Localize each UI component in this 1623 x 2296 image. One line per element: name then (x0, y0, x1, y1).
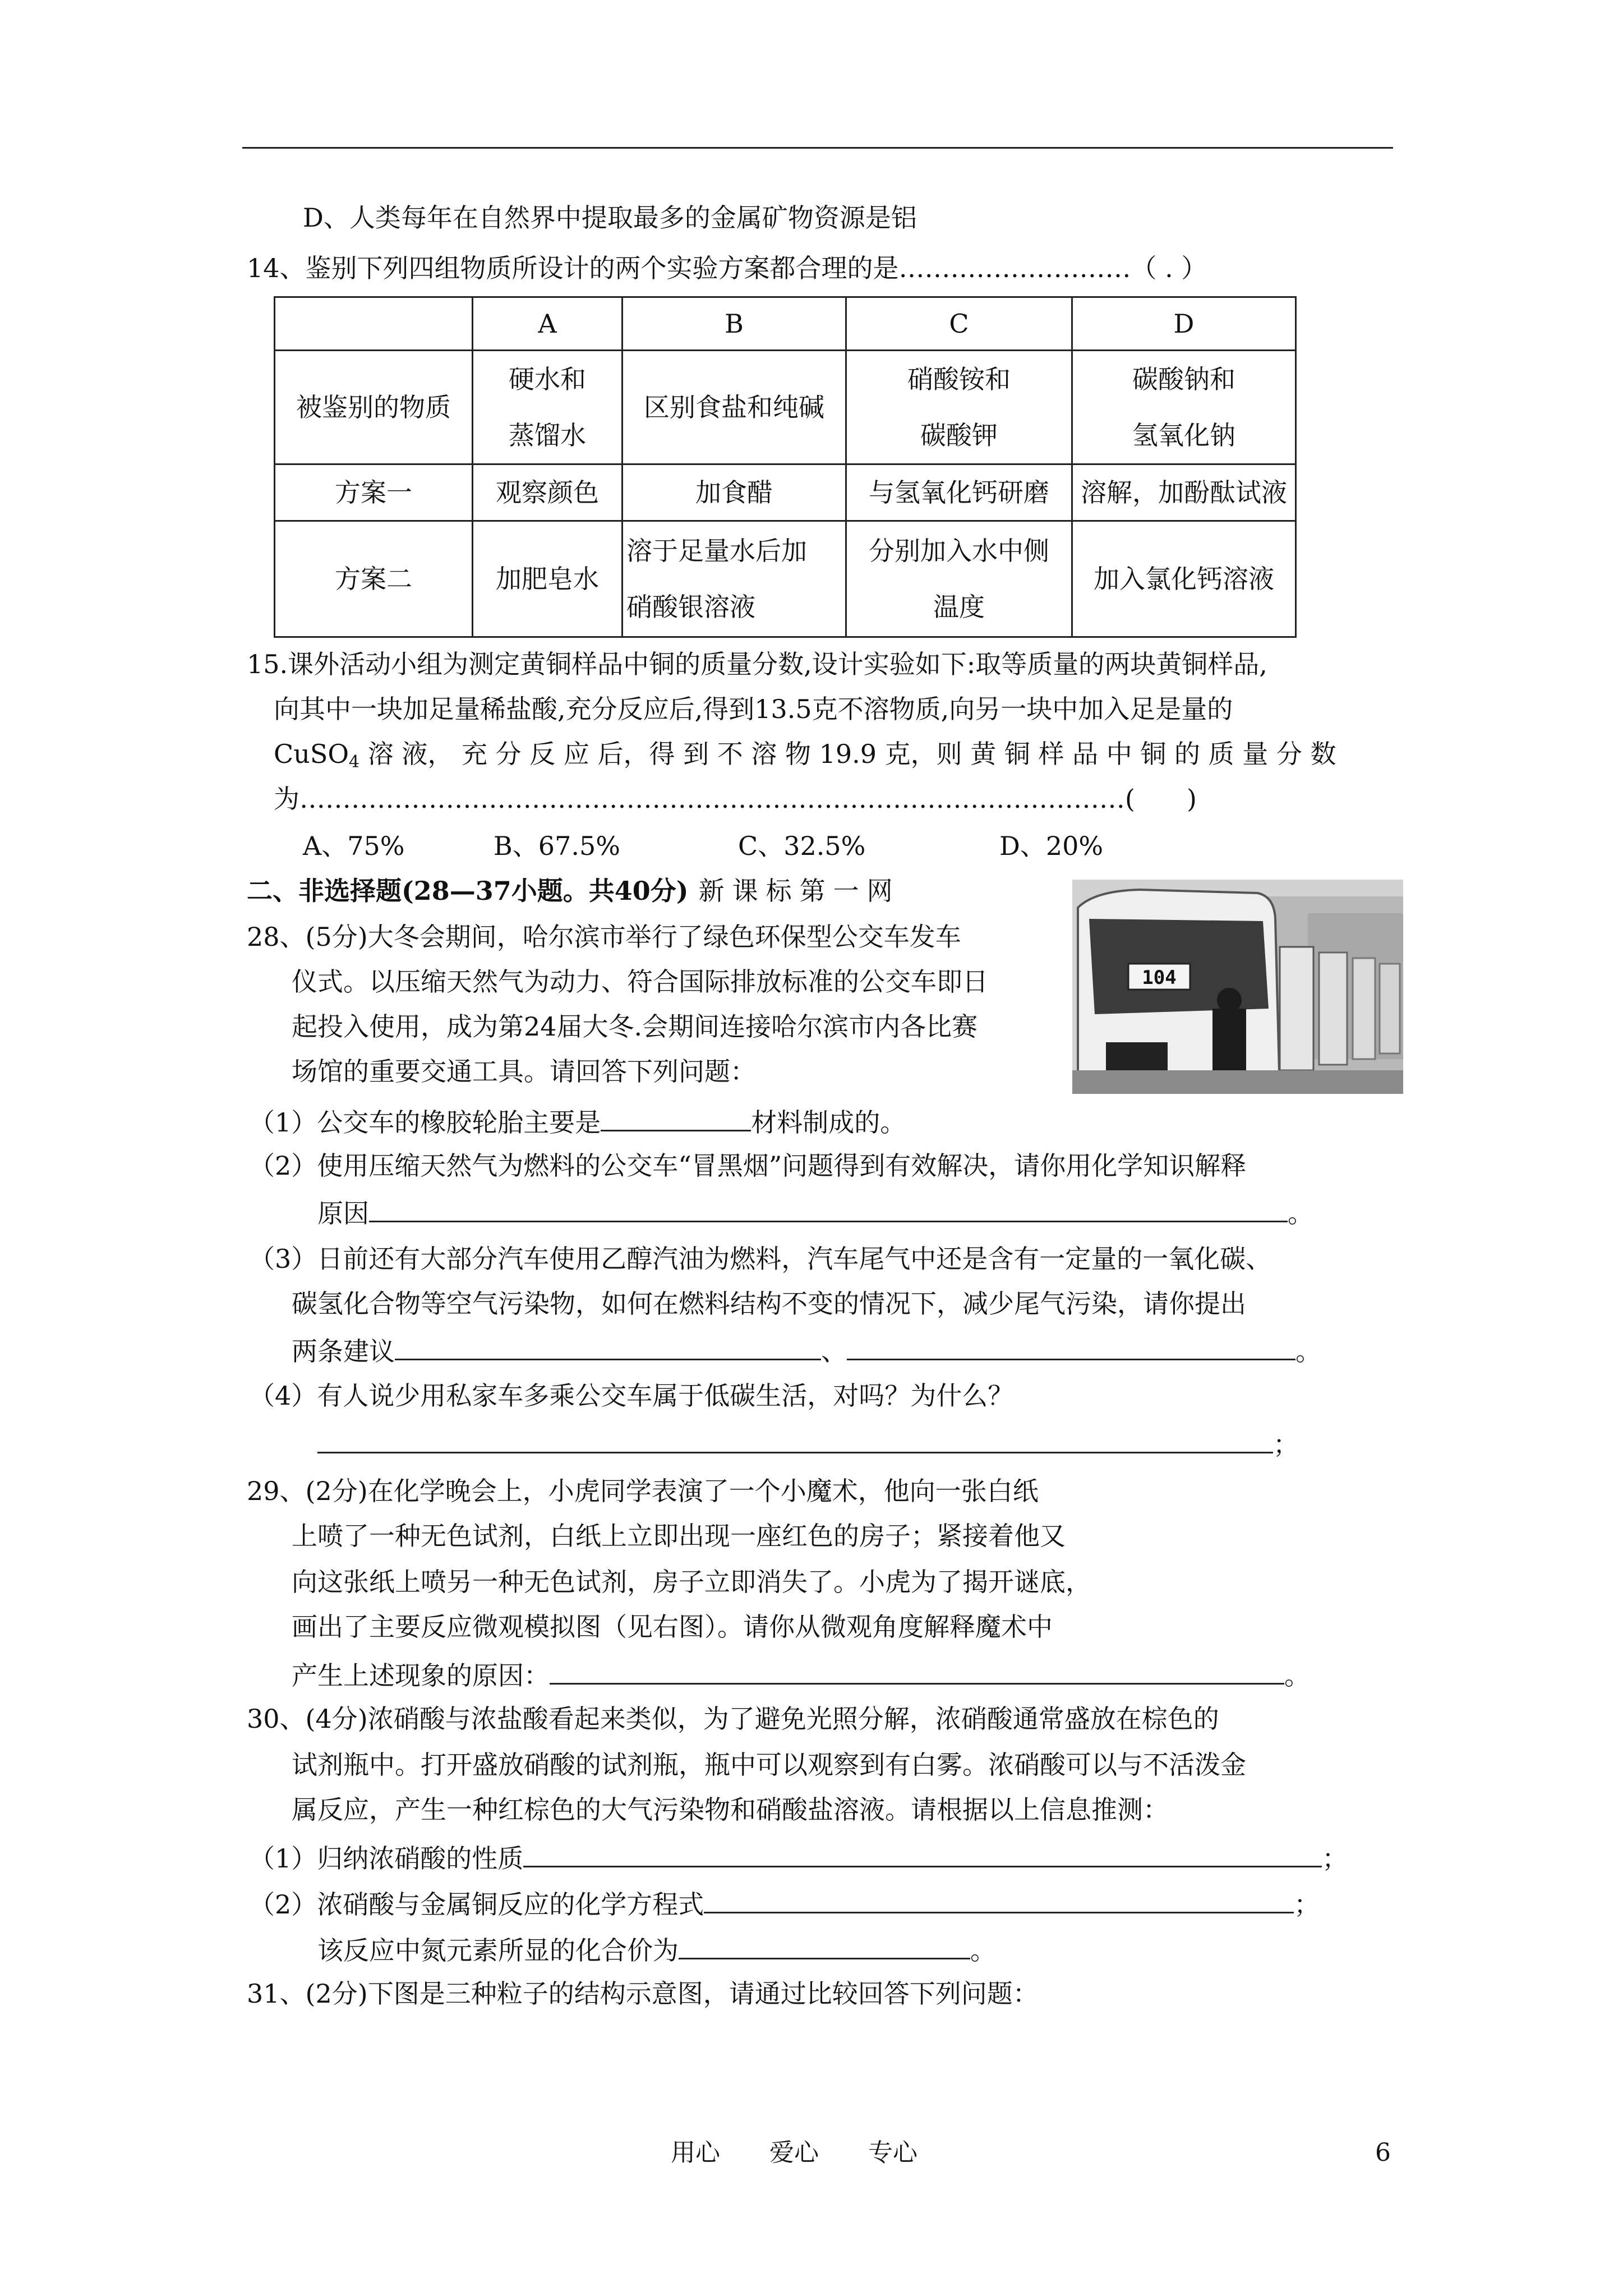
q30-line3: 属反应，产生一种红棕色的大气污染物和硝酸盐溶液。请根据以上信息推测： (292, 1795, 1169, 1825)
table-cell: A (473, 297, 623, 351)
q15-option-d: D、20% (999, 831, 1104, 861)
answer-blank[interactable] (395, 1332, 821, 1360)
q13-option-d: D、人类每年在自然界中提取最多的金属矿物资源是铝 (303, 203, 917, 233)
table-row (275, 351, 1296, 464)
q29-line4: 画出了主要反应微观模拟图（见右图）。请你从微观角度解释魔术中 (292, 1612, 1053, 1642)
table-cell: 区别食盐和纯碱 (623, 351, 846, 464)
q28-sub3-line2: 碳氢化合物等空气污染物，如何在燃料结构不变的情况下，减少尾气污染，请你提出 (292, 1289, 1246, 1319)
q28-sub3-line1: （3）日前还有大部分汽车使用乙醇汽油为燃料，汽车尾气中还是含有一定量的一氧化碳、 (249, 1244, 1272, 1274)
q28-line1: 28、(5分)大冬会期间，哈尔滨市举行了绿色环保型公交车发车 (247, 922, 961, 952)
q14-stem: 14、鉴别下列四组物质所设计的两个实验方案都合理的是………………………（ . ） (247, 253, 1207, 283)
table-cell: B (623, 297, 846, 351)
footer-motto-3: 专心 (868, 2138, 917, 2167)
table-row-label: 方案二 (275, 521, 473, 637)
answer-blank[interactable] (523, 1839, 1322, 1867)
q15-line3: CuSO$_4$ 溶 液， 充 分 反 应 后，得 到 不 溶 物 19.9 克，则 黄 铜 样 品 中 铜 的 质 量 分 数 (274, 739, 1336, 772)
q30-sub2: （2）浓硝酸与金属铜反应的化学方程式 ； (249, 1885, 1320, 1921)
table-cell: 观察颜色 (473, 464, 623, 521)
footer-motto-1: 用心 (671, 2138, 720, 2167)
table-cell: 加肥皂水 (473, 521, 623, 637)
table-cell: 硬水和 蒸馏水 (473, 351, 623, 464)
table-cell: 与氢氧化钙研磨 (846, 464, 1072, 521)
q15-line4: 为……………………………………………………………………………………( ) (274, 784, 1197, 814)
page-number: 6 (1375, 2138, 1391, 2167)
answer-blank[interactable] (847, 1332, 1295, 1360)
footer-motto-2: 爱心 (769, 2138, 819, 2167)
table-cell: 分别加入水中侧 温度 (846, 521, 1072, 637)
table-cell (275, 297, 473, 351)
watermark-text: 新课标第一网 (698, 876, 901, 906)
table-row (275, 464, 1296, 521)
bus-illustration (1072, 880, 1403, 1094)
table-cell: D (1072, 297, 1296, 351)
q29-line5: 产生上述现象的原因： 。 (292, 1656, 1310, 1692)
q15-line1: 15.课外活动小组为测定黄铜样品中铜的质量分数,设计实验如下:取等质量的两块黄铜样品, (247, 649, 1267, 679)
q28-sub2-line1: （2）使用压缩天然气为燃料的公交车“冒黑烟”问题得到有效解决，请你用化学知识解释 (249, 1151, 1247, 1181)
bus-photo (1072, 880, 1403, 1094)
table-cell: 硝酸铵和 碳酸钾 (846, 351, 1072, 464)
q30-line1: 30、(4分)浓硝酸与浓盐酸看起来类似，为了避免光照分解，浓硝酸通常盛放在棕色的 (247, 1704, 1219, 1734)
q29-line1: 29、(2分)在化学晚会上，小虎同学表演了一个小魔术，他向一张白纸 (247, 1476, 1039, 1506)
bus-route-number: 104 (1142, 967, 1177, 989)
table-row-label: 被鉴别的物质 (275, 351, 473, 464)
header-rule (242, 147, 1393, 149)
q28-line3: 起投入使用，成为第24届大冬.会期间连接哈尔滨市内各比赛 (292, 1011, 978, 1042)
answer-blank[interactable] (601, 1103, 751, 1131)
q29-line2: 上喷了一种无色试剂，白纸上立即出现一座红色的房子；紧接着他又 (292, 1521, 1066, 1551)
answer-blank[interactable] (679, 1931, 970, 1959)
section-2-title: 二、非选择题(28—37小题。共40分) 新课标第一网 (247, 876, 901, 906)
table-header-row (275, 297, 1296, 351)
q31-stem: 31、(2分)下图是三种粒子的结构示意图，请通过比较回答下列问题： (247, 1978, 1039, 2009)
q28-sub2-line2: 原因 。 (317, 1194, 1313, 1230)
answer-blank[interactable] (317, 1425, 1273, 1453)
q28-sub4-line1: （4）有人说少用私家车多乘公交车属于低碳生活，对吗？为什么？ (249, 1381, 1014, 1411)
table-cell: 加食醋 (623, 464, 846, 521)
table-cell: C (846, 297, 1072, 351)
table-cell: 加入氯化钙溶液 (1072, 521, 1296, 637)
table-cell: 溶解，加酚酞试液 (1072, 464, 1296, 521)
table-row (275, 521, 1296, 637)
table-cell: 溶于足量水后加 硝酸银溶液 (623, 521, 846, 637)
q15-option-b: B、67.5% (494, 831, 620, 861)
answer-blank[interactable] (704, 1885, 1294, 1913)
q28-sub3-line3: 两条建议 、 。 (292, 1332, 1321, 1368)
q14-table (274, 296, 1297, 638)
q28-line2: 仪式。以压缩天然气为动力、符合国际排放标准的公交车即日 (292, 967, 988, 997)
q28-line4: 场馆的重要交通工具。请回答下列问题： (292, 1056, 756, 1087)
q28-sub1: （1）公交车的橡胶轮胎主要是 材料制成的。 (249, 1103, 906, 1139)
q28-sub4-line2: ； (317, 1425, 1299, 1461)
answer-blank[interactable] (550, 1656, 1284, 1685)
q30-line2: 试剂瓶中。打开盛放硝酸的试剂瓶，瓶中可以观察到有白雾。浓硝酸可以与不活泼金 (292, 1750, 1246, 1780)
q15-option-c: C、32.5% (738, 831, 866, 861)
q15-line2: 向其中一块加足量稀盐酸,充分反应后,得到13.5克不溶物质,向另一块中加入足是量的 (274, 694, 1233, 724)
answer-blank[interactable] (369, 1194, 1288, 1222)
q15-option-a: A、75% (303, 831, 405, 861)
q29-line3: 向这张纸上喷另一种无色试剂，房子立即消失了。小虎为了揭开谜底， (292, 1567, 1091, 1597)
table-cell: 碳酸钠和 氢氧化钠 (1072, 351, 1296, 464)
q30-sub3: 该反应中氮元素所显的化合价为 。 (317, 1931, 996, 1967)
table-row-label: 方案一 (275, 464, 473, 521)
q30-sub1: （1）归纳浓硝酸的性质 ； (249, 1839, 1348, 1875)
